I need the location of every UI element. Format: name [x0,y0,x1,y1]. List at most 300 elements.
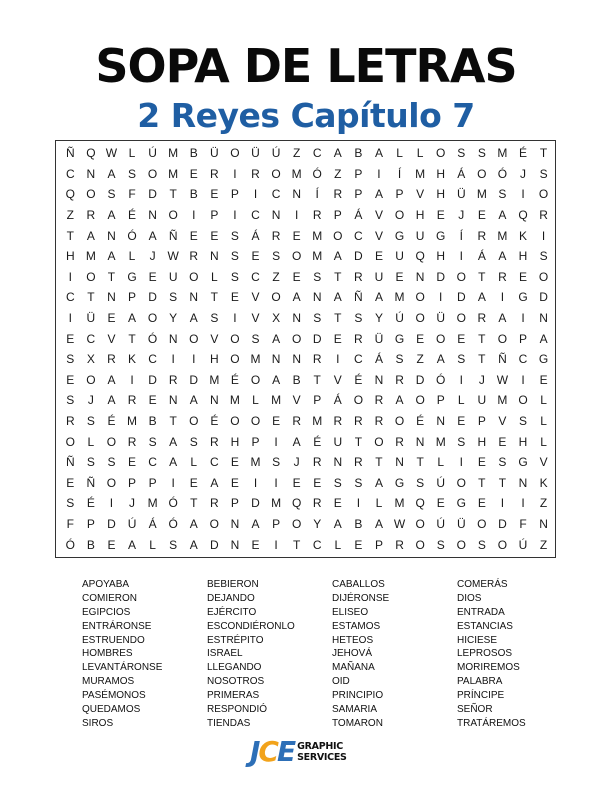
grid-letter: E [251,537,260,552]
grid-letter: R [86,208,96,223]
grid-letter: C [518,352,528,367]
grid-letter: R [292,414,301,429]
grid-letter: P [395,187,404,202]
grid-letter: S [230,249,239,264]
grid-letter: É [86,496,95,511]
grid-letter: C [251,208,260,223]
word-list-item: EGIPCIOS [82,606,131,618]
grid-letter: É [107,414,116,429]
grid-letter: A [436,352,445,367]
grid-letter: C [312,146,322,161]
grid-letter: I [233,311,237,326]
grid-letter: Ü [374,331,384,346]
grid-letter: I [192,352,196,367]
grid-letter: N [86,166,96,181]
grid-letter: A [374,475,383,490]
grid-letter: L [252,393,259,408]
grid-letter: J [87,393,94,408]
grid-letter: A [498,311,507,326]
grid-letter: Í [397,166,402,181]
grid-letter: R [312,455,322,470]
grid-row [60,246,554,267]
grid-letter: O [415,516,425,531]
grid-letter: E [292,228,301,243]
grid-letter: Ü [436,311,446,326]
grid-letter: E [436,208,445,223]
grid-letter: Q [291,496,302,511]
grid-letter: H [210,352,219,367]
grid-row [60,431,554,452]
grid-letter: T [107,269,116,284]
grid-letter: P [272,516,281,531]
grid-letter: U [333,434,343,449]
grid-letter: A [169,455,178,470]
grid-letter: S [66,496,75,511]
grid-letter: T [128,331,136,346]
grid-letter: T [498,475,507,490]
grid-letter: T [539,146,548,161]
grid-letter: A [107,166,116,181]
grid-letter: E [189,228,198,243]
grid-letter: A [210,475,219,490]
grid-letter: P [251,434,260,449]
grid-row [60,370,554,391]
grid-letter: Ü [251,146,260,161]
page-title: SOPA DE LETRAS [95,39,517,93]
grid-letter: S [477,537,486,552]
grid-letter: I [233,166,237,181]
grid-letter: T [334,311,342,326]
word-list-item: JEHOVÁ [332,648,373,660]
grid-row [60,287,554,308]
grid-letter: Z [416,352,424,367]
grid-letter: S [313,311,322,326]
grid-letter: S [333,475,342,490]
grid-letter: S [354,311,363,326]
grid-letter: V [539,455,548,470]
grid-letter: O [250,372,261,387]
grid-letter: H [436,187,446,202]
grid-letter: O [477,166,487,181]
grid-letter: Ü [456,516,466,531]
grid-letter: O [86,187,96,202]
word-list-item: HICIESE [457,634,498,646]
grid-letter: S [148,434,157,449]
grid-letter: S [107,455,116,470]
grid-letter: A [189,537,198,552]
grid-letter: O [189,269,199,284]
grid-letter: L [375,496,383,511]
grid-letter: L [334,537,342,552]
grid-letter: S [272,455,281,470]
grid-letter: S [169,290,178,305]
grid-letter: I [130,372,134,387]
word-list-item: ELISEO [332,606,369,618]
grid-letter: Ü [456,187,466,202]
word-list-item: ISRAEL [207,648,243,660]
grid-letter: Ó [65,537,75,552]
grid-letter: E [457,331,466,346]
grid-letter: Ó [312,166,322,181]
grid-letter: T [334,269,342,284]
grid-letter: O [291,249,302,264]
grid-letter: O [230,146,240,161]
grid-letter: T [416,455,424,470]
grid-letter: Ñ [498,352,507,367]
grid-letter: Y [313,516,322,531]
word-list-item: LEPROSOS [457,648,513,660]
word-list-item: TIENDAS [207,717,251,729]
grid-letter: S [436,537,445,552]
grid-letter: B [86,537,95,552]
grid-letter: S [128,166,137,181]
grid-letter: Z [292,146,301,161]
grid-letter: U [395,249,404,264]
grid-letter: T [478,475,486,490]
grid-letter: Q [86,146,96,161]
grid-letter: L [128,146,136,161]
grid-letter: R [107,352,116,367]
grid-letter: G [518,455,528,470]
grid-letter: A [374,516,383,531]
grid-letter: A [189,393,198,408]
grid-letter: C [210,455,219,470]
grid-letter: E [292,475,301,490]
grid-letter: R [127,393,137,408]
grid-letter: F [66,516,74,531]
grid-letter: A [292,290,301,305]
grid-letter: S [107,187,116,202]
grid-letter: C [148,455,157,470]
grid-letter: A [477,290,486,305]
grid-letter: G [538,352,549,367]
grid-letter: T [210,290,218,305]
grid-letter: W [167,249,179,264]
grid-letter: I [253,187,258,202]
grid-letter: I [500,290,505,305]
grid-letter: I [253,475,258,490]
word-list-item: DIOS [457,592,482,604]
grid-letter: I [171,475,175,490]
word-list-item: ESTAMOS [332,620,381,632]
grid-letter: H [518,434,528,449]
grid-row [60,164,554,185]
grid-letter: O [436,146,446,161]
grid-letter: E [374,249,383,264]
grid-letter: J [478,372,485,387]
grid-letter: B [148,414,157,429]
grid-letter: R [65,414,75,429]
grid-letter: D [189,372,199,387]
grid-letter: I [521,187,525,202]
grid-letter: M [147,496,158,511]
grid-letter: S [210,311,219,326]
grid-letter: Ü [210,146,219,161]
grid-letter: N [148,208,157,223]
grid-letter: L [540,414,547,429]
grid-letter: R [498,269,507,284]
grid-letter: W [105,146,118,161]
grid-letter: C [312,537,322,552]
grid-letter: M [394,496,405,511]
word-list-item: ESCONDIÉRONLO [207,620,295,632]
grid-letter: L [190,455,198,470]
grid-letter: O [189,331,199,346]
grid-letter: H [65,249,75,264]
grid-letter: Ñ [86,475,96,490]
grid-letter: D [415,372,425,387]
grid-letter: V [210,331,219,346]
grid-letter: I [439,290,443,305]
grid-letter: T [478,331,486,346]
grid-letter: B [189,187,198,202]
grid-letter: U [415,228,425,243]
grid-letter: U [374,269,384,284]
word-list-item: NOSOTROS [207,676,265,688]
word-list-item: COMIERON [82,592,137,604]
grid-letter: E [107,311,116,326]
grid-letter: E [333,331,342,346]
grid-letter: Ó [436,372,446,387]
word-list-item: PRIMERAS [207,690,260,702]
word-list-item: SAMARIA [332,704,378,716]
grid-letter: V [416,187,425,202]
grid-letter: O [415,393,425,408]
word-list-item: OID [332,676,350,688]
grid-letter: Ú [271,146,281,161]
grid-letter: V [292,393,301,408]
grid-letter: O [271,166,281,181]
grid-letter: S [169,537,178,552]
grid-letter: O [497,331,508,346]
grid-letter: R [189,249,199,264]
grid-letter: I [171,352,175,367]
jce-logo [250,735,362,769]
grid-letter: N [312,290,322,305]
grid-letter: T [375,455,383,470]
grid-letter: E [539,372,548,387]
grid-letter: Á [374,352,383,367]
grid-letter: R [210,434,219,449]
grid-letter: H [477,434,487,449]
grid-letter: A [107,393,116,408]
grid-letter: N [107,290,116,305]
grid-letter: S [230,228,239,243]
word-list-item: ENTRADA [457,606,505,618]
grid-letter: V [498,414,507,429]
grid-row [60,390,554,411]
grid-letter: Ó [147,331,158,346]
grid-letter: O [291,516,302,531]
grid-letter: B [189,146,198,161]
grid-letter: O [271,290,281,305]
grid-letter: C [86,331,96,346]
grid-letter: M [497,393,508,408]
grid-letter: I [233,208,237,223]
grid-letter: G [394,331,405,346]
grid-letter: P [128,290,137,305]
grid-letter: Á [354,208,363,223]
grid-letter: N [436,414,446,429]
grid-letter: Á [457,166,466,181]
grid-row [60,534,554,555]
grid-letter: Z [66,208,74,223]
grid-letter: O [333,228,343,243]
word-list-item: CABALLOS [332,579,385,590]
grid-letter: E [128,455,137,470]
grid-letter: D [210,537,219,552]
grid-letter: X [272,311,281,326]
grid-letter: E [66,331,75,346]
grid-letter: A [107,208,116,223]
grid-letter: X [86,352,95,367]
word-list-item: HETEOS [332,634,374,646]
grid-letter: R [127,434,137,449]
grid-letter: S [272,249,281,264]
grid-letter: B [354,146,363,161]
grid-letter: Í [315,187,319,202]
grid-letter: O [538,269,549,284]
grid-letter: M [497,228,508,243]
grid-letter: S [230,269,239,284]
grid-letter: Ó [127,228,137,243]
grid-letter: R [210,496,219,511]
grid-letter: L [416,146,424,161]
grid-row [60,308,554,329]
grid-letter: N [292,311,301,326]
grid-letter: A [395,393,404,408]
grid-letter: D [498,516,507,531]
grid-letter: L [457,393,465,408]
grid-letter: E [189,475,198,490]
grid-letter: Ñ [354,290,363,305]
grid-letter: R [477,228,487,243]
grid-letter: N [415,434,425,449]
word-list-item: MAÑANA [332,662,375,674]
grid-letter: R [395,537,404,552]
grid-letter: P [477,414,486,429]
grid-letter: G [456,496,466,511]
grid-letter: S [416,475,425,490]
grid-letter: I [356,496,361,511]
grid-letter: M [415,166,426,181]
grid-letter: S [457,434,466,449]
grid-letter: R [477,311,487,326]
grid-letter: A [189,516,198,531]
grid-letter: N [292,187,301,202]
grid-letter: D [251,496,260,511]
grid-letter: U [477,393,487,408]
grid-letter: I [294,208,299,223]
grid-letter: O [415,537,425,552]
grid-letter: M [209,372,220,387]
word-list-item: ESTRÉPITO [207,634,264,646]
grid-letter: N [168,393,178,408]
grid-letter: J [129,496,136,511]
grid-letter: T [292,537,301,552]
grid-letter: L [396,146,403,161]
grid-letter: L [437,455,445,470]
grid-letter: S [477,146,486,161]
grid-letter: N [168,331,178,346]
grid-letter: N [518,475,528,490]
grid-letter: O [106,434,117,449]
grid-letter: O [86,269,96,284]
grid-letter: S [519,414,528,429]
grid-letter: P [86,516,95,531]
word-list-item: DIJÉRONSE [332,592,390,604]
grid-letter: O [394,208,405,223]
grid-letter: A [169,434,178,449]
grid-letter: C [65,166,75,181]
grid-letter: I [274,434,278,449]
grid-letter: V [374,208,383,223]
grid-letter: E [519,269,528,284]
grid-letter: N [374,372,384,387]
grid-letter: M [271,393,282,408]
grid-letter: D [312,331,322,346]
grid-letter: I [274,537,278,552]
grid-letter: H [436,166,446,181]
grid-letter: Ñ [65,146,75,161]
grid-letter: Ó [168,496,178,511]
grid-letter: L [87,434,95,449]
grid-letter: O [147,311,158,326]
grid-letter: R [271,228,281,243]
grid-letter: E [210,187,219,202]
grid-letter: D [107,516,116,531]
grid-letter: R [354,269,363,284]
grid-letter: N [189,290,199,305]
grid-letter: L [149,537,156,552]
grid-letter: O [415,311,425,326]
grid-letter: O [374,434,384,449]
grid-letter: I [68,269,72,284]
grid-letter: A [539,331,548,346]
grid-letter: C [354,228,363,243]
grid-letter: R [312,352,322,367]
grid-row [60,473,554,494]
grid-letter: N [230,537,240,552]
page-subtitle: 2 Reyes Capítulo 7 [137,96,475,135]
grid-letter: Z [272,269,280,284]
grid-letter: R [333,187,343,202]
grid-letter: E [477,496,486,511]
grid-letter: É [519,146,528,161]
grid-letter: Y [374,311,383,326]
grid-letter: L [540,434,547,449]
grid-letter: P [230,187,239,202]
grid-letter: M [312,249,323,264]
grid-letter: A [107,249,116,264]
word-list-item: LEVANTÁRONSE [82,662,163,674]
grid-letter: O [65,434,75,449]
grid-letter: O [436,331,446,346]
grid-letter: E [230,455,239,470]
grid-letter: G [518,290,528,305]
grid-letter: A [333,146,342,161]
word-list-item: MORIREMOS [457,662,520,674]
grid-letter: É [313,434,322,449]
grid-letter: D [354,249,363,264]
grid-letter: C [65,290,75,305]
grid-letter: E [251,249,260,264]
grid-letter: O [394,414,405,429]
grid-letter: I [459,372,463,387]
grid-letter: I [521,496,525,511]
grid-letter: J [293,455,300,470]
grid-letter: O [456,537,466,552]
